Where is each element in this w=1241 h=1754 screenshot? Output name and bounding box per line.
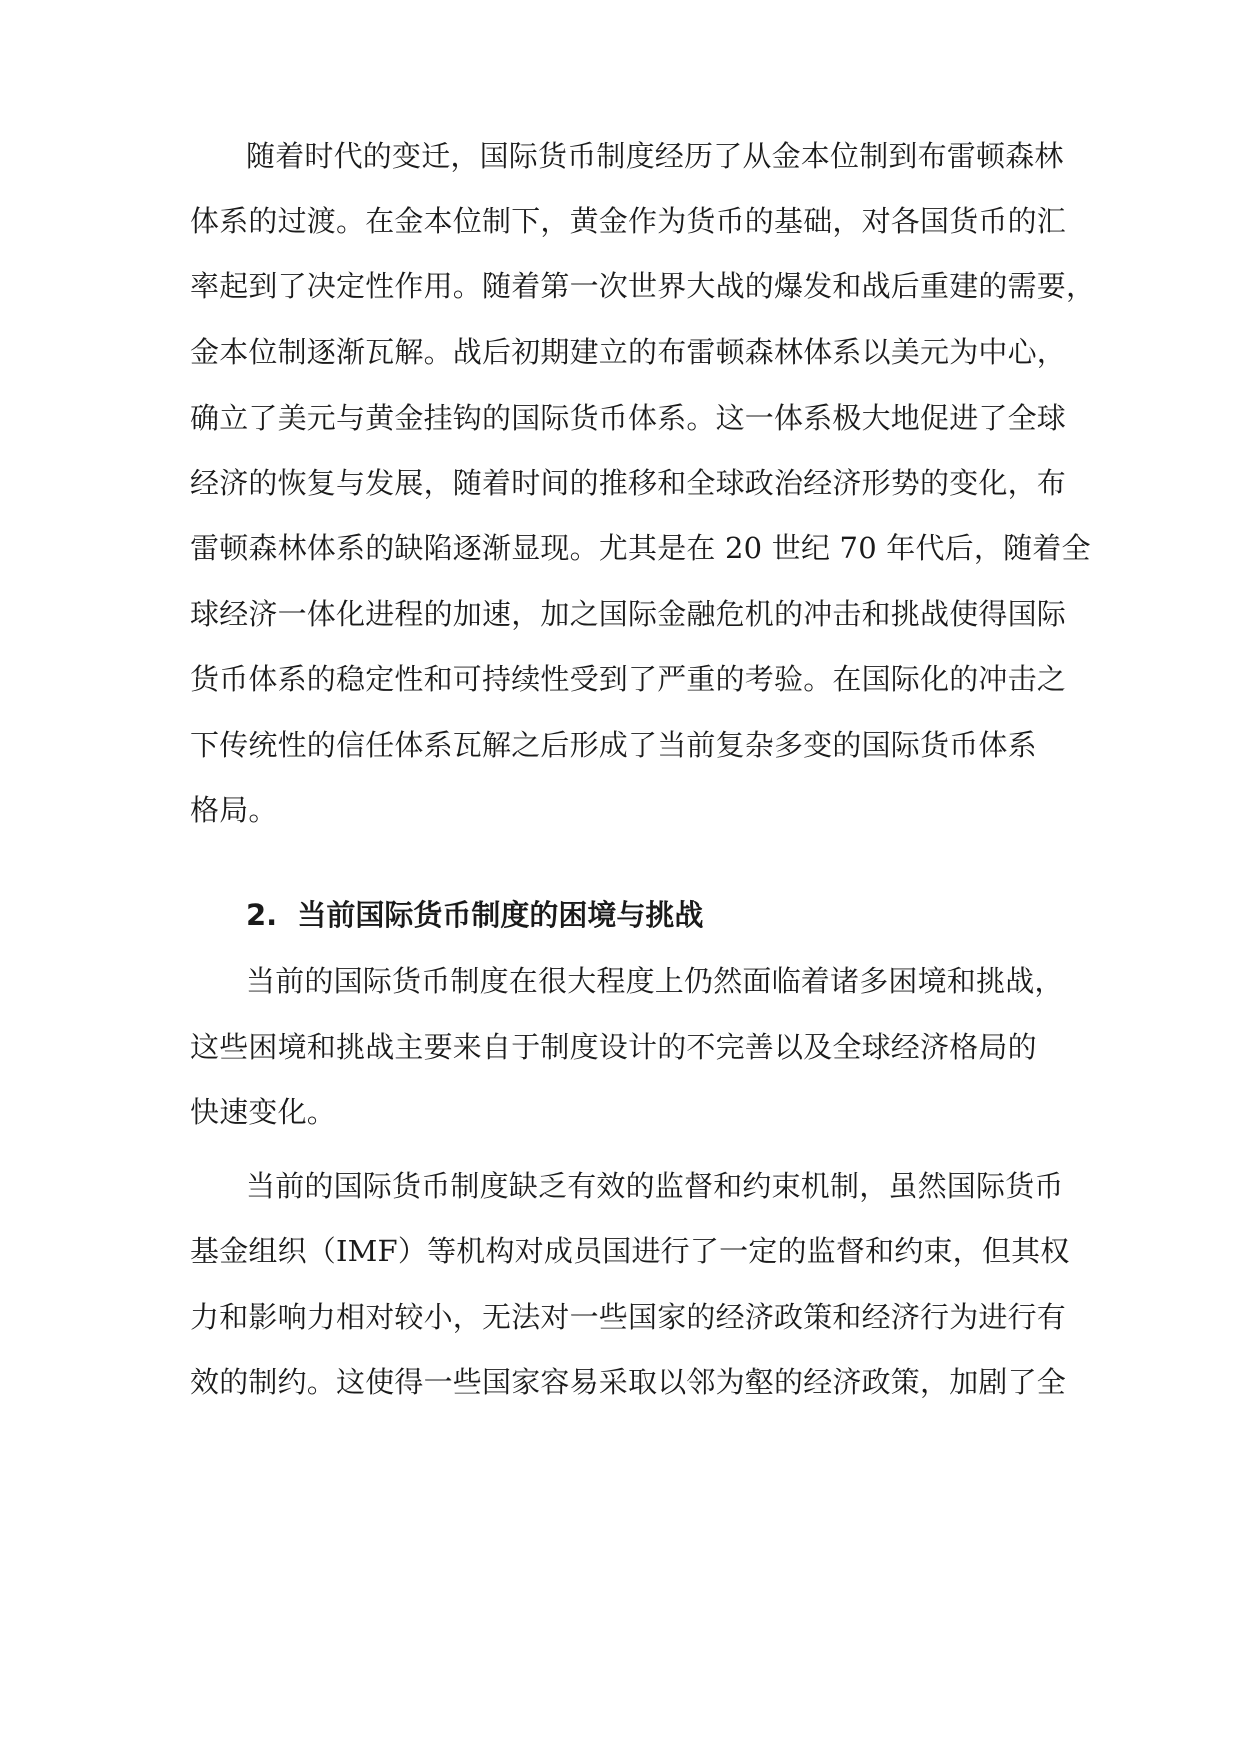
paragraph-line: 经济的恢复与发展，随着时间的推移和全球政治经济形势的变化，布 xyxy=(190,466,1067,500)
paragraph-line: 下传统性的信任体系瓦解之后形成了当前复杂多变的国际货币体系 xyxy=(190,728,1037,762)
paragraph-line: 雷顿森林体系的缺陷逐渐显现。尤其是在 20 世纪 70 年代后，随着全 xyxy=(190,531,1091,565)
section-title: 当前国际货币制度的困境与挑战 xyxy=(297,898,704,932)
section-heading xyxy=(246,898,703,932)
paragraph-line: 效的制约。这使得一些国家容易采取以邻为壑的经济政策，加剧了全 xyxy=(190,1365,1067,1399)
paragraph-line: 格局。 xyxy=(190,793,278,827)
paragraph-line: 这些困境和挑战主要来自于制度设计的不完善以及全球经济格局的 xyxy=(190,1030,1037,1064)
paragraph-line: 随着时代的变迁，国际货币制度经历了从金本位制到布雷顿森林 xyxy=(246,139,1064,173)
section-number: 2. xyxy=(246,898,278,932)
paragraph-line: 金本位制逐渐瓦解。战后初期建立的布雷顿森林体系以美元为中心， xyxy=(190,335,1067,369)
paragraph-line: 率起到了决定性作用。随着第一次世界大战的爆发和战后重建的需要， xyxy=(190,269,1096,303)
paragraph-line: 力和影响力相对较小，无法对一些国家的经济政策和经济行为进行有 xyxy=(190,1300,1067,1334)
paragraph-line: 确立了美元与黄金挂钩的国际货币体系。这一体系极大地促进了全球 xyxy=(190,401,1067,435)
paragraph-line: 当前的国际货币制度缺乏有效的监督和约束机制，虽然国际货币 xyxy=(246,1169,1064,1203)
paragraph-line: 基金组织（IMF）等机构对成员国进行了一定的监督和约束，但其权 xyxy=(190,1234,1070,1268)
paragraph-line: 体系的过渡。在金本位制下，黄金作为货币的基础，对各国货币的汇 xyxy=(190,204,1067,238)
paragraph-line: 货币体系的稳定性和可持续性受到了严重的考验。在国际化的冲击之 xyxy=(190,662,1067,696)
paragraph-line: 球经济一体化进程的加速，加之国际金融危机的冲击和挑战使得国际 xyxy=(190,597,1067,631)
paragraph-line: 当前的国际货币制度在很大程度上仍然面临着诸多困境和挑战， xyxy=(246,964,1064,998)
paragraph-line: 快速变化。 xyxy=(190,1095,337,1129)
